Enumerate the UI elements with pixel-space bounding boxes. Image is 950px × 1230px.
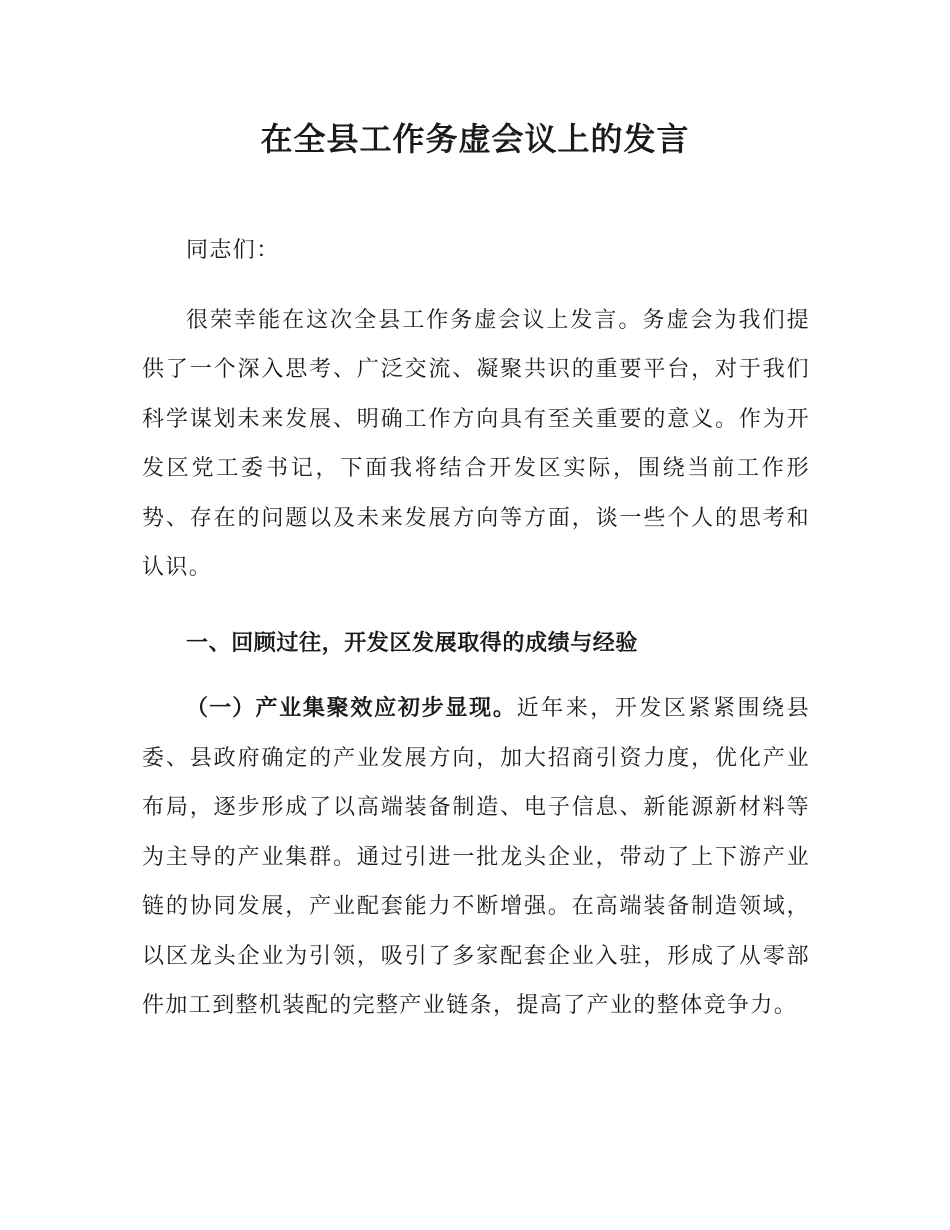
subsection-text: 近年来，开发区紧紧围绕县委、县政府确定的产业发展方向，加大招商引资力度，优化产业布局，逐步形成了以高端装备制造、电子信息、新能源新材料等为主导的产业集群。通过引进一批龙头企业，带动了上下游产业链的协同发展，产业配套能力不断增强。在高端装备制造领域，以区龙头企业为引领，吸引了多家配套企业入驻，形成了从零部件加工到整机装配的完整产业链条，提高了产业的整体竞争力。	[142, 696, 810, 1018]
document-body	[142, 226, 810, 1031]
document-title: 在全县工作务虚会议上的发言	[260, 120, 690, 158]
intro-paragraph: 很荣幸能在这次全县工作务虚会议上发言。务虚会为我们提供了一个深入思考、广泛交流、凝聚共识的重要平台，对于我们科学谋划未来发展、明确工作方向具有至关重要的意义。作为开发区党工委书记，下面我将结合开发区实际，围绕当前工作形势、存在的问题以及未来发展方向等方面，谈一些个人的思考和认识。	[142, 307, 810, 580]
section-heading: 一、回顾过往，开发区发展取得的成绩与经验	[186, 630, 639, 656]
subsection-label: （一）	[186, 696, 256, 721]
greeting: 同志们：	[186, 238, 280, 263]
subsection-title: 产业集聚效应初步显现。	[255, 696, 517, 721]
subsection-paragraph	[142, 684, 810, 1031]
